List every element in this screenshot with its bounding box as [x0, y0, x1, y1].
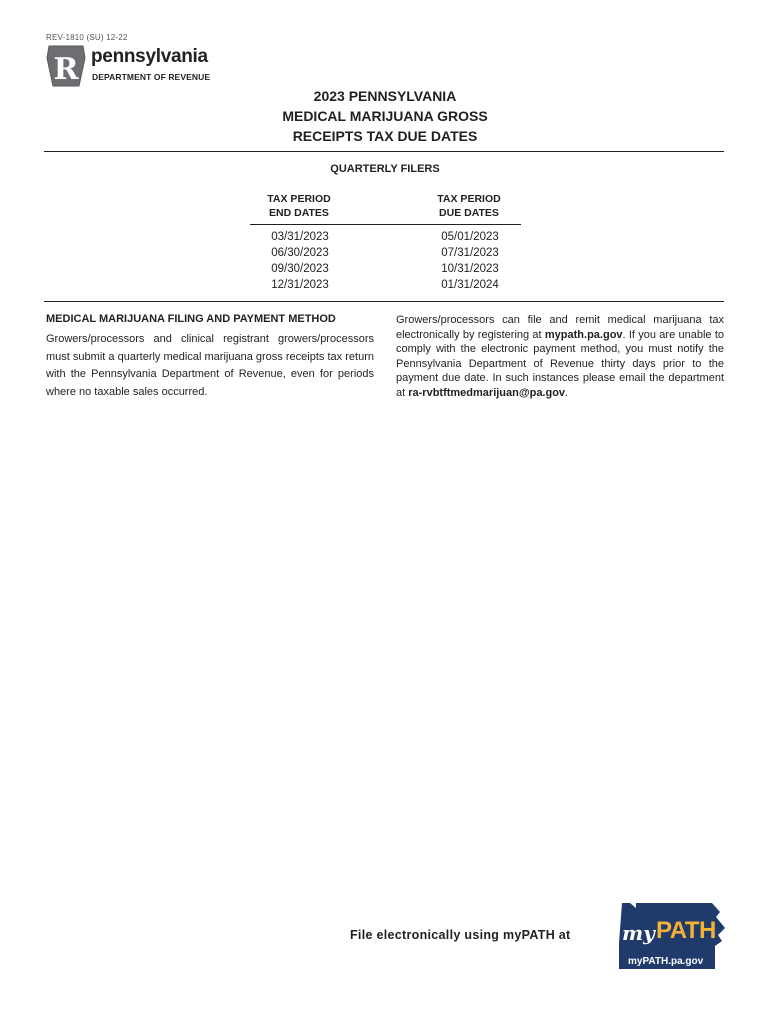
footer-text: File electronically using myPATH at	[350, 928, 571, 942]
mypath-my: my	[622, 921, 655, 945]
logo-name: pennsylvania	[91, 46, 208, 67]
mypath-link[interactable]: mypath.pa.gov	[544, 328, 623, 341]
end-date: 03/31/2023	[271, 231, 329, 243]
keystone-r-icon	[46, 44, 86, 88]
email-link[interactable]: ra-rvbtftmedmarijuan@pa.gov	[408, 386, 566, 399]
method-heading: MEDICAL MARIJUANA FILING AND PAYMENT METHOD	[46, 313, 336, 325]
divider-top	[44, 151, 724, 152]
paragraph-text: Growers/processors can file and remit medical marijuana tax electronically by registering at	[396, 314, 724, 341]
title-line: 2023 PENNSYLVANIA	[313, 88, 457, 104]
due-dates-header	[409, 192, 529, 220]
logo-department: DEPARTMENT OF REVENUE	[92, 72, 211, 82]
mypath-logo[interactable]	[616, 899, 728, 973]
paragraph-text: .	[565, 386, 569, 399]
title-line: RECEIPTS TAX DUE DATES	[292, 128, 478, 144]
column-header-line: END DATES	[269, 207, 329, 219]
form-id: REV-1810 (SU) 12-22	[46, 33, 128, 42]
end-date: 12/31/2023	[271, 279, 329, 291]
due-date: 05/01/2023	[441, 231, 499, 243]
schedule-heading: QUARTERLY FILERS	[330, 163, 440, 175]
table-header-rule	[250, 224, 521, 225]
due-dates-list	[410, 229, 530, 293]
divider-middle	[44, 301, 724, 302]
column-header-line: DUE DATES	[439, 207, 499, 219]
due-date: 10/31/2023	[441, 263, 499, 275]
method-paragraph-left: Growers/processors and clinical registrant growers/processors must submit a quarterly medical marijuana gross receipts tax return with the Pennsylvania Department of Revenue, even for periods where no taxable sales occurred.	[46, 333, 374, 398]
pa-revenue-logo	[46, 44, 216, 90]
svg-text:R: R	[53, 52, 79, 87]
end-date: 06/30/2023	[271, 247, 329, 259]
due-date: 01/31/2024	[441, 279, 499, 291]
column-header-line: TAX PERIOD	[437, 193, 501, 205]
paragraph-text: . If you are unable to comply with the electronic payment method, you must notify the Pennsylvania Department of Revenue thirty days prior to the payment due date. In such instances please email the department at	[396, 328, 724, 399]
end-date: 09/30/2023	[271, 263, 329, 275]
page-title	[0, 86, 770, 146]
end-dates-list	[240, 229, 360, 293]
title-line: MEDICAL MARIJUANA GROSS	[282, 108, 488, 124]
method-paragraph-right	[396, 313, 724, 400]
due-date: 07/31/2023	[441, 247, 499, 259]
end-dates-header	[239, 192, 359, 220]
column-header-line: TAX PERIOD	[267, 193, 331, 205]
mypath-url: myPATH.pa.gov	[628, 956, 704, 967]
mypath-path: PATH	[656, 917, 716, 944]
